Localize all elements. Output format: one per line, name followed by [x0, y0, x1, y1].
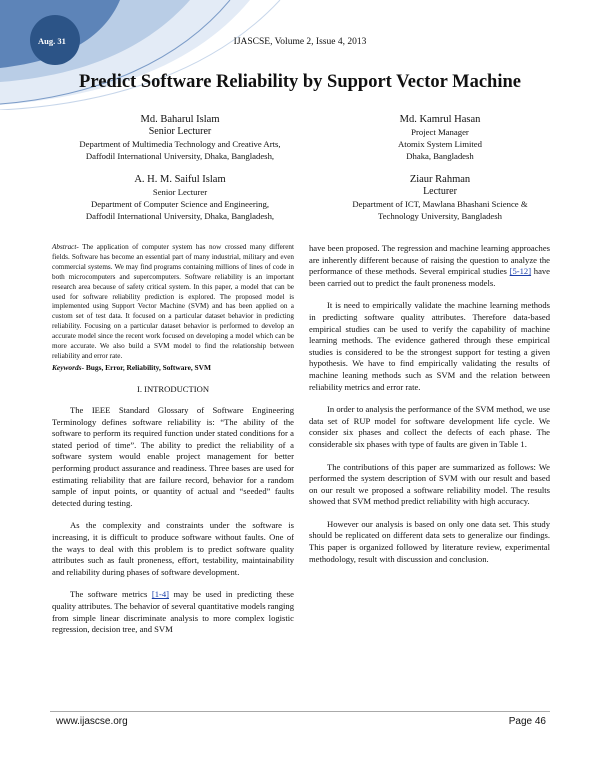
paragraph-text: may be used in predicting these quality attributes. The behavior of several quantitative models ranging from simple linear discriminate analysis to more complex logistic regression, decision tree, and SVM — [52, 589, 294, 635]
paper-title: Predict Software Reliability by Support Vector Machine — [79, 72, 521, 92]
author-name: Md. Baharul Islam — [140, 114, 220, 125]
paragraph: It is need to empirically validate the machine learning methods in predicting software quality attributes. Therefore data-based empirical studies can be used to verify the capability of machine learning methods. The evidence gathered through these empirical studies is considered to be the strongest support for testing a given hypothesis. We have to find empirically validating the results of machine leaning methods such as SVM and the relation between reliability metrics and error rate. — [309, 300, 550, 392]
paragraph: In order to analysis the performance of the SVM method, we use data set of RUP model for software development life cycle. We consider six phases and collect the defects of each phase. The considerable six phases with type of faults are given in Table 1. — [309, 404, 550, 449]
paragraph-text: have been carried out to predict the fault proneness models. — [309, 266, 550, 288]
author-block-2 — [320, 114, 560, 162]
author-affiliation: Department of ICT, Mawlana Bhashani Science & — [352, 199, 528, 209]
date-badge: Aug. 31 — [38, 36, 66, 46]
author-affiliation: Technology University, Bangladesh — [377, 211, 503, 221]
author-affiliation: Department of Computer Science and Engineering, — [90, 199, 270, 209]
paragraph: As the complexity and constraints under the software is increasing, it is difficult to produce software without faults. One of the ways to deal with this problem is to predict software quality attributes such as fault proneness, effort, testability, maintainability and reliability during phases of software development. — [52, 520, 294, 577]
paragraph: The contributions of this paper are summarized as follows: We performed the system description of SVM with our result and based on our result we proposed a software reliability model. The results showed that SVM method predict reliability with high accuracy. — [309, 461, 550, 507]
paragraph-text: The software metrics — [70, 589, 152, 600]
author-name: Ziaur Rahman — [409, 174, 471, 185]
author-role: Project Manager — [411, 127, 469, 137]
author-role: Senior Lecturer — [148, 126, 212, 137]
paragraph — [309, 243, 550, 289]
footer-divider — [50, 711, 550, 712]
author-block-1 — [60, 114, 300, 162]
paragraph: However our analysis is based on only one data set. This study should be replicated on different data sets to generalize our findings. This paper is organized followed by literature review, experimental methodology, result with discussion and conclusion. — [309, 518, 550, 564]
corner-decoration — [0, 0, 300, 110]
author-role: Lecturer — [423, 186, 457, 197]
paragraph — [52, 589, 294, 635]
paragraph-text: have been proposed. The regression and machine learning approaches are inherently different because of raising the question to analyze the performance of these methods. Several empirical studies — [309, 243, 550, 277]
author-affiliation: Department of Multimedia Technology and Creative Arts, — [79, 139, 281, 149]
author-affiliation: Daffodil International University, Dhaka, Bangladesh, — [85, 151, 275, 161]
author-affiliation: Dhaka, Bangladesh — [406, 151, 474, 161]
journal-header: IJASCSE, Volume 2, Issue 4, 2013 — [233, 37, 367, 47]
author-name: A. H. M. Saiful Islam — [134, 174, 226, 185]
abstract-text: The application of computer system has now crossed many different fields. Software has become an essential part of many industrial, military and even commercial systems. We may find programs containing millions of lines of code in both microcomputers and supercomputers. Software reliability is an important research area because of safety critical system. In this paper, a model that can be used for software reliability prediction is explored. The proposed model is implemented using Support Vector Machine (SVM) and has been applied on a custom set of test data. It focused on a particular dataset behavior in predicting reliability. Focusing on a particular dataset behavior is performed to develop an accurate model since the recent work focused on developing a model which can be more accurate. We also build a SVM model to find the relationship between reliability and error rate. — [52, 243, 294, 360]
author-block-4 — [320, 174, 560, 222]
author-name: Md. Kamrul Hasan — [399, 114, 481, 125]
footer-website: www.ijascse.org — [56, 716, 128, 727]
author-affiliation: Daffodil International University, Dhaka, Bangladesh, — [85, 211, 275, 221]
keywords-text: Bugs, Error, Reliability, Software, SVM — [84, 362, 211, 372]
section-heading: I. INTRODUCTION — [136, 384, 210, 395]
author-affiliation: Atomix System Limited — [398, 139, 482, 149]
left-column — [52, 243, 294, 636]
right-column — [309, 243, 550, 565]
page-number: Page 46 — [508, 716, 546, 727]
abstract — [52, 243, 294, 362]
paragraph: The IEEE Standard Glossary of Software Engineering Terminology defines software reliability is: “The ability of the software to perform its required function under stated conditions for a stated period of time”. The ability to predict the reliability of a software system would enable project management for better performing product assurance and readiness. Three bases are used for estimating reliability that are failure record, behavior for a random sample of input points, or quantity of actual and “seeded” faults detected during testing. — [52, 405, 294, 508]
abstract-label: Abstract- — [52, 243, 79, 251]
author-role: Senior Lecturer — [152, 187, 208, 197]
author-block-3 — [50, 174, 310, 222]
citation-link[interactable]: [1-4] — [151, 589, 170, 600]
keywords — [52, 362, 294, 374]
citation-link[interactable]: [5-12] — [509, 266, 532, 277]
keywords-label: Keywords- — [52, 362, 85, 372]
